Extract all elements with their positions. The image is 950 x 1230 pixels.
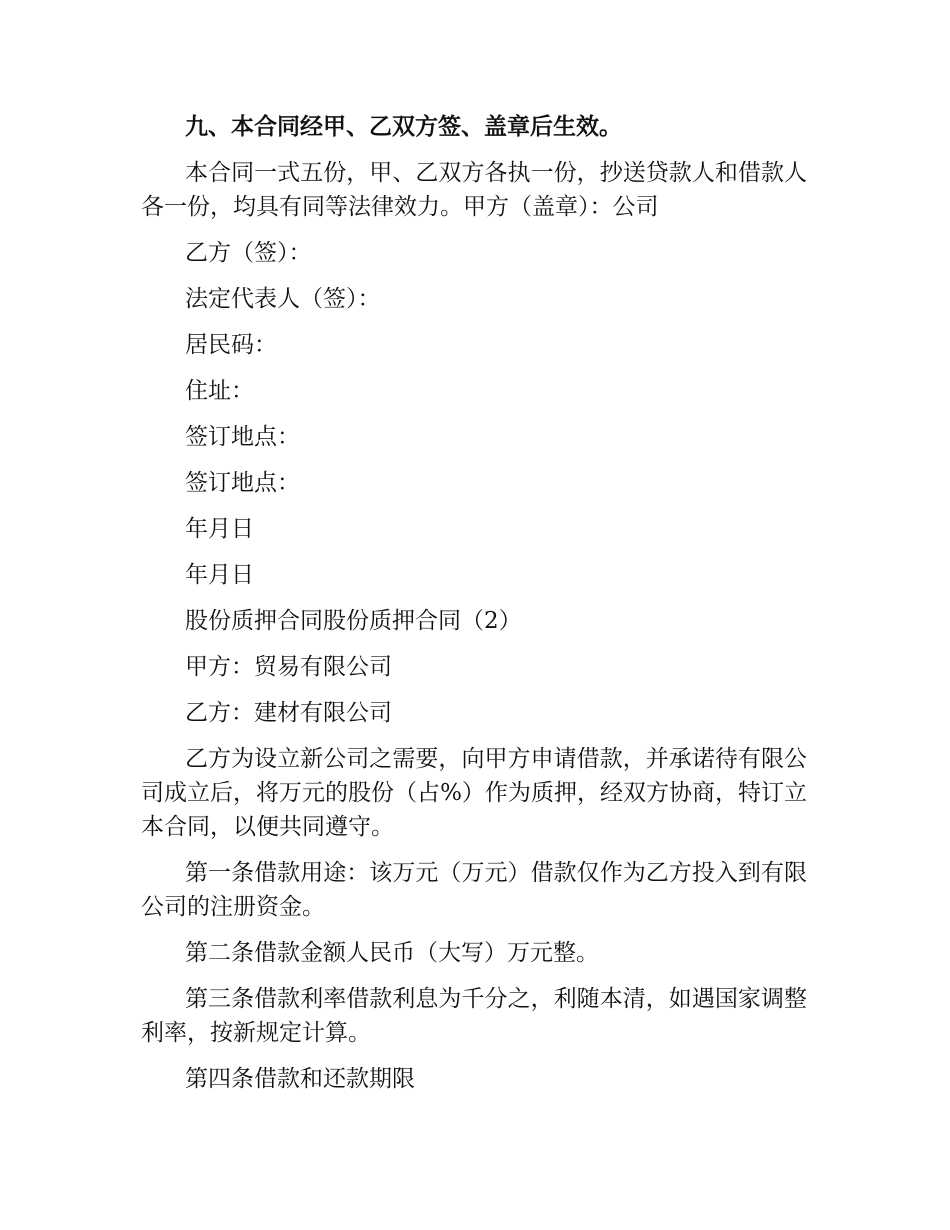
- date-line: 年月日: [185, 516, 254, 542]
- article-3-paragraph: 第三条借款利率借款利息为千分之，利随本清，如遇国家调整利率，按新规定计算。: [141, 986, 807, 1046]
- party-a-line: 甲方：贸易有限公司: [185, 654, 392, 680]
- signing-place-line: 签订地点：: [185, 470, 300, 496]
- article-1-paragraph: 第一条借款用途：该万元（万元）借款仅作为乙方投入到有限公司的注册资金。: [141, 860, 807, 920]
- party-b-signature-line: 乙方（签）：: [185, 240, 312, 266]
- article-4-paragraph: 第四条借款和还款期限: [185, 1066, 415, 1092]
- document-body: [141, 110, 807, 1108]
- date-line: 年月日: [185, 562, 254, 588]
- address-line: 住址：: [185, 378, 254, 404]
- article-2-paragraph: 第二条借款金额人民币（大写）万元整。: [185, 940, 599, 966]
- contract-title: 股份质押合同股份质押合同（2）: [185, 608, 522, 634]
- preamble-paragraph: 乙方为设立新公司之需要，向甲方申请借款，并承诺待有限公司成立后，将万元的股份（占%）作为质押，经双方协商，特订立本合同，以便共同遵守。: [141, 746, 807, 840]
- resident-code-line: 居民码：: [185, 332, 277, 358]
- paragraph-copies: 本合同一式五份，甲、乙双方各执一份，抄送贷款人和借款人各一份，均具有同等法律效力。甲方（盖章）：公司: [141, 160, 807, 220]
- party-b-line: 乙方：建材有限公司: [185, 700, 392, 726]
- clause-heading-effectiveness: 九、本合同经甲、乙双方签、盖章后生效。: [185, 114, 622, 140]
- legal-representative-line: 法定代表人（签）：: [185, 286, 381, 312]
- signing-place-line: 签订地点：: [185, 424, 300, 450]
